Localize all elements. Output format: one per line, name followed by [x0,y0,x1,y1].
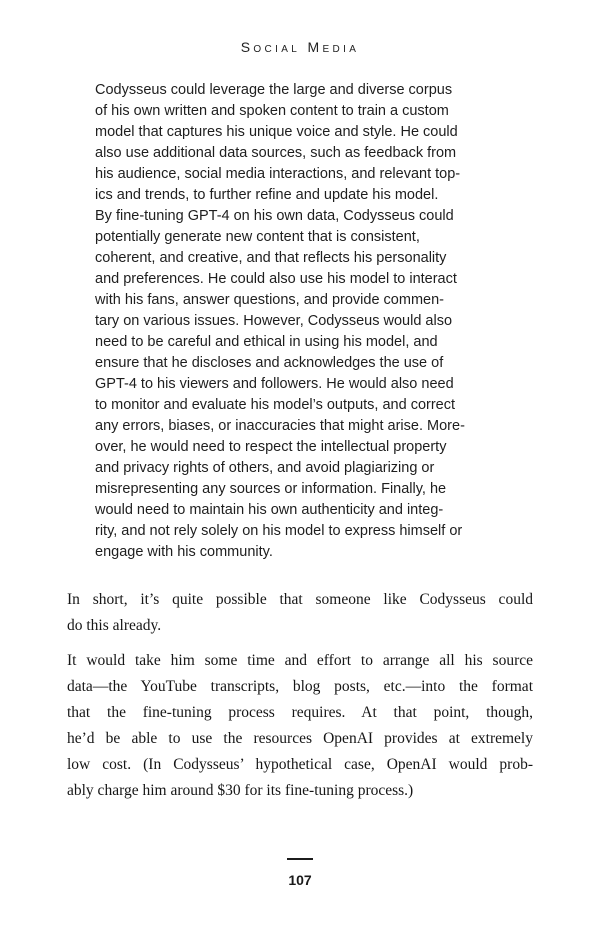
text-line: misrepresenting any sources or information. Finally, he [95,481,447,497]
text-line: tary on various issues. However, Codysseus would also [95,313,453,329]
text-line: In short, it’s quite possible that someone like Codysseus could [67,591,533,608]
text-line: he’d be able to use the resources OpenAI provides at extremely [67,730,533,747]
text-line: model that captures his unique voice and style. He could [95,124,458,140]
body-paragraph-2 [67,648,533,804]
text-line: with his fans, answer questions, and provide commen- [95,292,444,308]
text-line: to monitor and evaluate his model’s outputs, and correct [95,397,456,413]
text-line: Codysseus could leverage the large and diverse corpus [95,82,453,98]
text-line: over, he would need to respect the intellectual property [95,439,447,455]
text-line: potentially generate new content that is consistent, [95,229,420,245]
running-header: Social Media [240,39,360,55]
text-line: that the fine-tuning process requires. At that point, though, [67,704,533,721]
text-line: coherent, and creative, and that reflects his personality [95,250,447,266]
body-paragraph-1 [67,587,533,639]
text-line: ensure that he discloses and acknowledges the use of [95,355,444,371]
text-line: ics and trends, to further refine and update his model. [95,187,439,203]
text-line: rity, and not rely solely on his model to express himself or [95,523,463,539]
text-line: his audience, social media interactions, and relevant top- [95,166,461,182]
text-line: and privacy rights of others, and avoid plagiarizing or [95,460,435,476]
text-line: engage with his community. [95,544,273,560]
text-line: need to be careful and ethical in using his model, and [95,334,438,350]
text-line: data—the YouTube transcripts, blog posts, etc.—into the format [67,678,533,695]
footer-rule [287,858,313,860]
text-line: and preferences. He could also use his model to interact [95,271,457,287]
text-line: low cost. (In Codysseus’ hypothetical case, OpenAI would prob- [67,756,533,773]
text-line: any errors, biases, or inaccuracies that might arise. More- [95,418,465,434]
text-line: do this already. [67,617,162,634]
text-line: ably charge him around $30 for its fine-tuning process.) [67,782,414,799]
text-line: would need to maintain his own authenticity and integ- [95,502,444,518]
text-line: GPT-4 to his viewers and followers. He would also need [95,376,454,392]
page-number: 107 [288,872,312,888]
blockquote [95,80,513,563]
text-line: It would take him some time and effort to arrange all his source [67,652,533,669]
text-line: of his own written and spoken content to train a custom [95,103,449,119]
text-line: also use additional data sources, such as feedback from [95,145,457,161]
text-line: By fine-tuning GPT-4 on his own data, Codysseus could [95,208,454,224]
